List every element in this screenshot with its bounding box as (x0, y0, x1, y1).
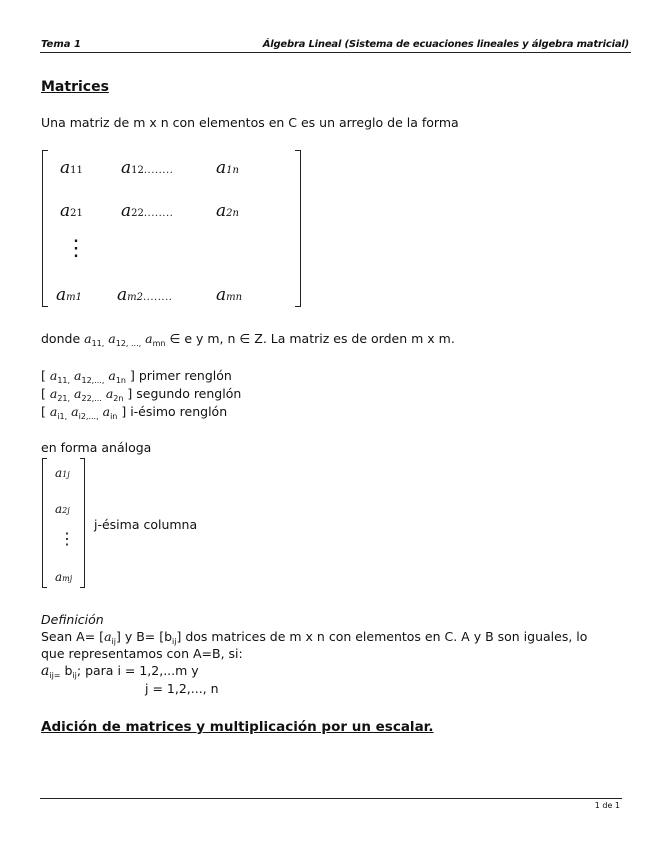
column-label: j-ésima columna (94, 517, 198, 532)
header-rule (40, 52, 631, 53)
element-am2: am2........ (117, 285, 173, 305)
analog-text: en forma análoga (41, 440, 152, 455)
definition-line-2: que representamos con A=B, si: (41, 646, 243, 661)
element-am1: am1 (56, 285, 82, 305)
page-number: 1 de 1 (594, 801, 620, 810)
column-element-amj: amj (55, 570, 73, 584)
matrix-left-bracket (42, 150, 48, 307)
definition-condition-i: $a_{ij=}$ $b_{ij}$; para i = 1,2,...m y (41, 663, 199, 680)
column-right-bracket (80, 458, 85, 588)
column-vertical-dots: ⋮ (59, 529, 75, 548)
column-element-a1j: a1j (55, 466, 70, 480)
row-ith: [ $a_{i1,}$ $a_{i2,...,}$ $a_{in}$ ] i-ésimo renglón (41, 404, 228, 421)
definition-line-1: Sean $A= [a_{ij}]$ y $B= [b_{ij}]$ dos matrices de m x n con elementos en C. A y B son iguales, lo (41, 629, 588, 646)
column-element-a2j: a2j (55, 502, 70, 516)
element-a1n: a1n (216, 158, 239, 178)
header-course-title: Álgebra Lineal (Sistema de ecuaciones lineales y álgebra matricial) (262, 39, 629, 50)
element-amn: amn (216, 285, 243, 305)
donde-sub-11: 11, (91, 339, 105, 348)
column-left-bracket (42, 458, 47, 588)
row-first: [ $a_{11,}$ $a_{12,...,}$ $a_{1n}$ ] primer renglón (41, 368, 232, 385)
matrix-vertical-dots: ⋮ (65, 236, 87, 261)
definition-condition-j: j = 1,2,..., n (145, 681, 219, 696)
element-a12: a12........ (121, 158, 174, 178)
matrix-right-bracket (295, 150, 301, 307)
donde-line: donde $a_{11,}$ $a_{12, ...,}$ $a_{mn}$ ∈ e y m, n ∈ Z. La matriz es de orden m x m. (41, 331, 455, 348)
footer-rule (40, 798, 622, 799)
header-topic: Tema 1 (41, 39, 81, 50)
element-a22: a22........ (121, 201, 174, 221)
element-a21: a21 (60, 201, 83, 221)
definition-heading: Definición (41, 612, 104, 627)
intro-text: Una matriz de m x n con elementos en C es un arreglo de la forma (41, 115, 459, 130)
section-title: Adición de matrices y multiplicación por un escalar. (41, 719, 434, 735)
element-a2n: a2n (216, 201, 239, 221)
element-a11: a11 (60, 158, 83, 178)
row-second: [ $a_{21,}$ $a_{22,...}$ $a_{2n}$ ] segundo renglón (41, 386, 242, 403)
page-title: Matrices (41, 79, 109, 95)
